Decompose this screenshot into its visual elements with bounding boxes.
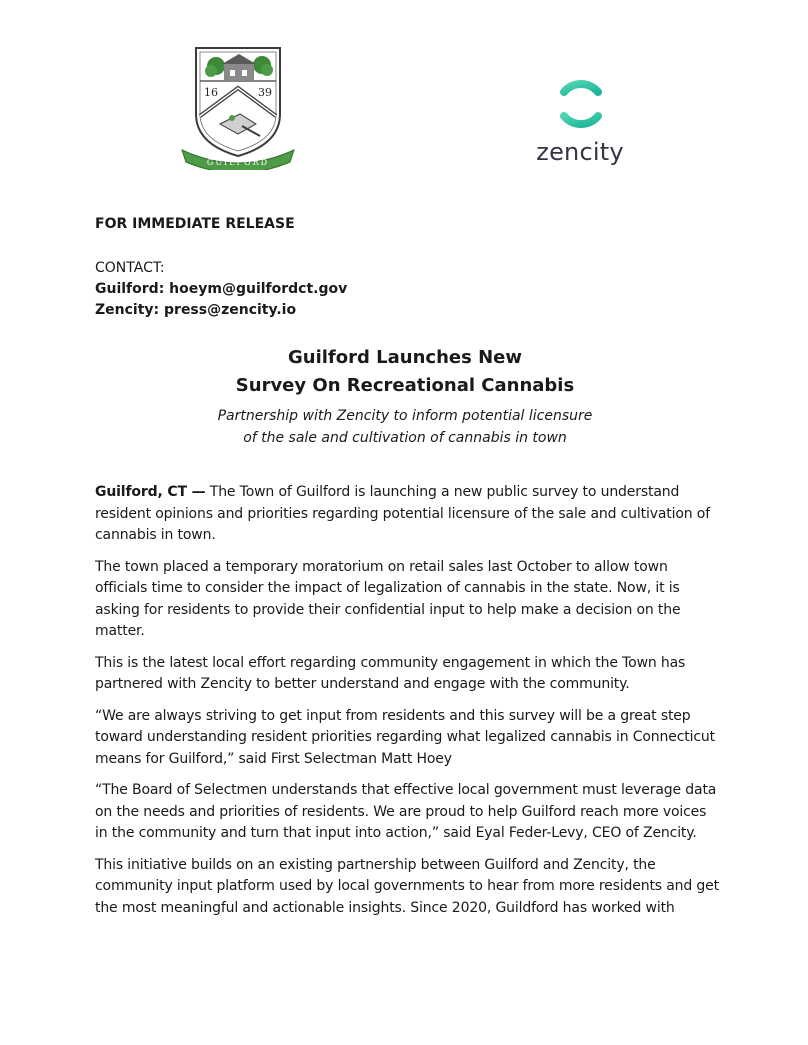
zencity-wordmark: zencity xyxy=(536,138,624,166)
paragraph-5: “The Board of Selectmen understands that effective local government must leverage data on the needs and priorities of residents. We are proud to help Guilford reach more voices in the community and turn that input into action,” said Eyal Feder-Levy, CEO of Zencity. xyxy=(95,782,717,841)
paragraph-1 xyxy=(95,482,720,547)
contact-guilford-email[interactable]: hoeym@guilfordct.gov xyxy=(169,281,348,297)
seal-ribbon-text: GUILFORD xyxy=(206,158,270,167)
article-body xyxy=(95,482,720,929)
subheadline xyxy=(95,405,715,449)
dateline: Guilford, CT — xyxy=(95,484,206,500)
seal-year-right: 39 xyxy=(258,86,272,99)
subheadline-line-2: of the sale and cultivation of cannabis in town xyxy=(243,430,567,446)
zencity-ring-icon xyxy=(552,76,608,132)
contact-zencity-email[interactable]: press@zencity.io xyxy=(164,302,297,318)
contact-label: CONTACT: xyxy=(95,260,165,276)
headline xyxy=(95,344,715,400)
paragraph-6: This initiative builds on an existing partnership between Guilford and Zencity, the community input platform used by local governments to hear from more residents and get the most meaningful and actionable insights. Since 2020, Guildford has worked with xyxy=(95,856,719,916)
release-label: FOR IMMEDIATE RELEASE xyxy=(95,216,295,232)
headline-line-1: Guilford Launches New xyxy=(288,347,522,368)
paragraph-1-text: The Town of Guilford is launching a new public survey to understand resident opinions and priorities regarding potential licensure of the sale and cultivation of cannabis in town. xyxy=(95,484,711,543)
seal-year-left: 16 xyxy=(204,86,218,99)
contact-block xyxy=(95,258,347,321)
paragraph-2: The town placed a temporary moratorium on retail sales last October to allow town officials time to consider the impact of legalization of cannabis in the state. Now, it is asking for residents to provide their confidential input to help make a decision on the matter. xyxy=(95,558,681,639)
headline-line-2: Survey On Recreational Cannabis xyxy=(235,375,575,396)
contact-zencity xyxy=(95,300,347,321)
guilford-seal-logo xyxy=(178,44,298,170)
contact-guilford xyxy=(95,279,347,300)
contact-guilford-label: Guilford: xyxy=(95,281,165,297)
subheadline-line-1: Partnership with Zencity to inform potential licensure xyxy=(217,408,593,424)
zencity-logo xyxy=(532,76,628,176)
paragraph-3: This is the latest local effort regarding community engagement in which the Town has partnered with Zencity to better understand and engage with the community. xyxy=(95,654,686,692)
contact-zencity-label: Zencity: xyxy=(95,302,160,318)
paragraph-4: “We are always striving to get input from residents and this survey will be a great step toward understanding resident priorities regarding what legalized cannabis in Connecticut means for Guilford,” said First Selectman Matt Hoey xyxy=(95,707,715,767)
